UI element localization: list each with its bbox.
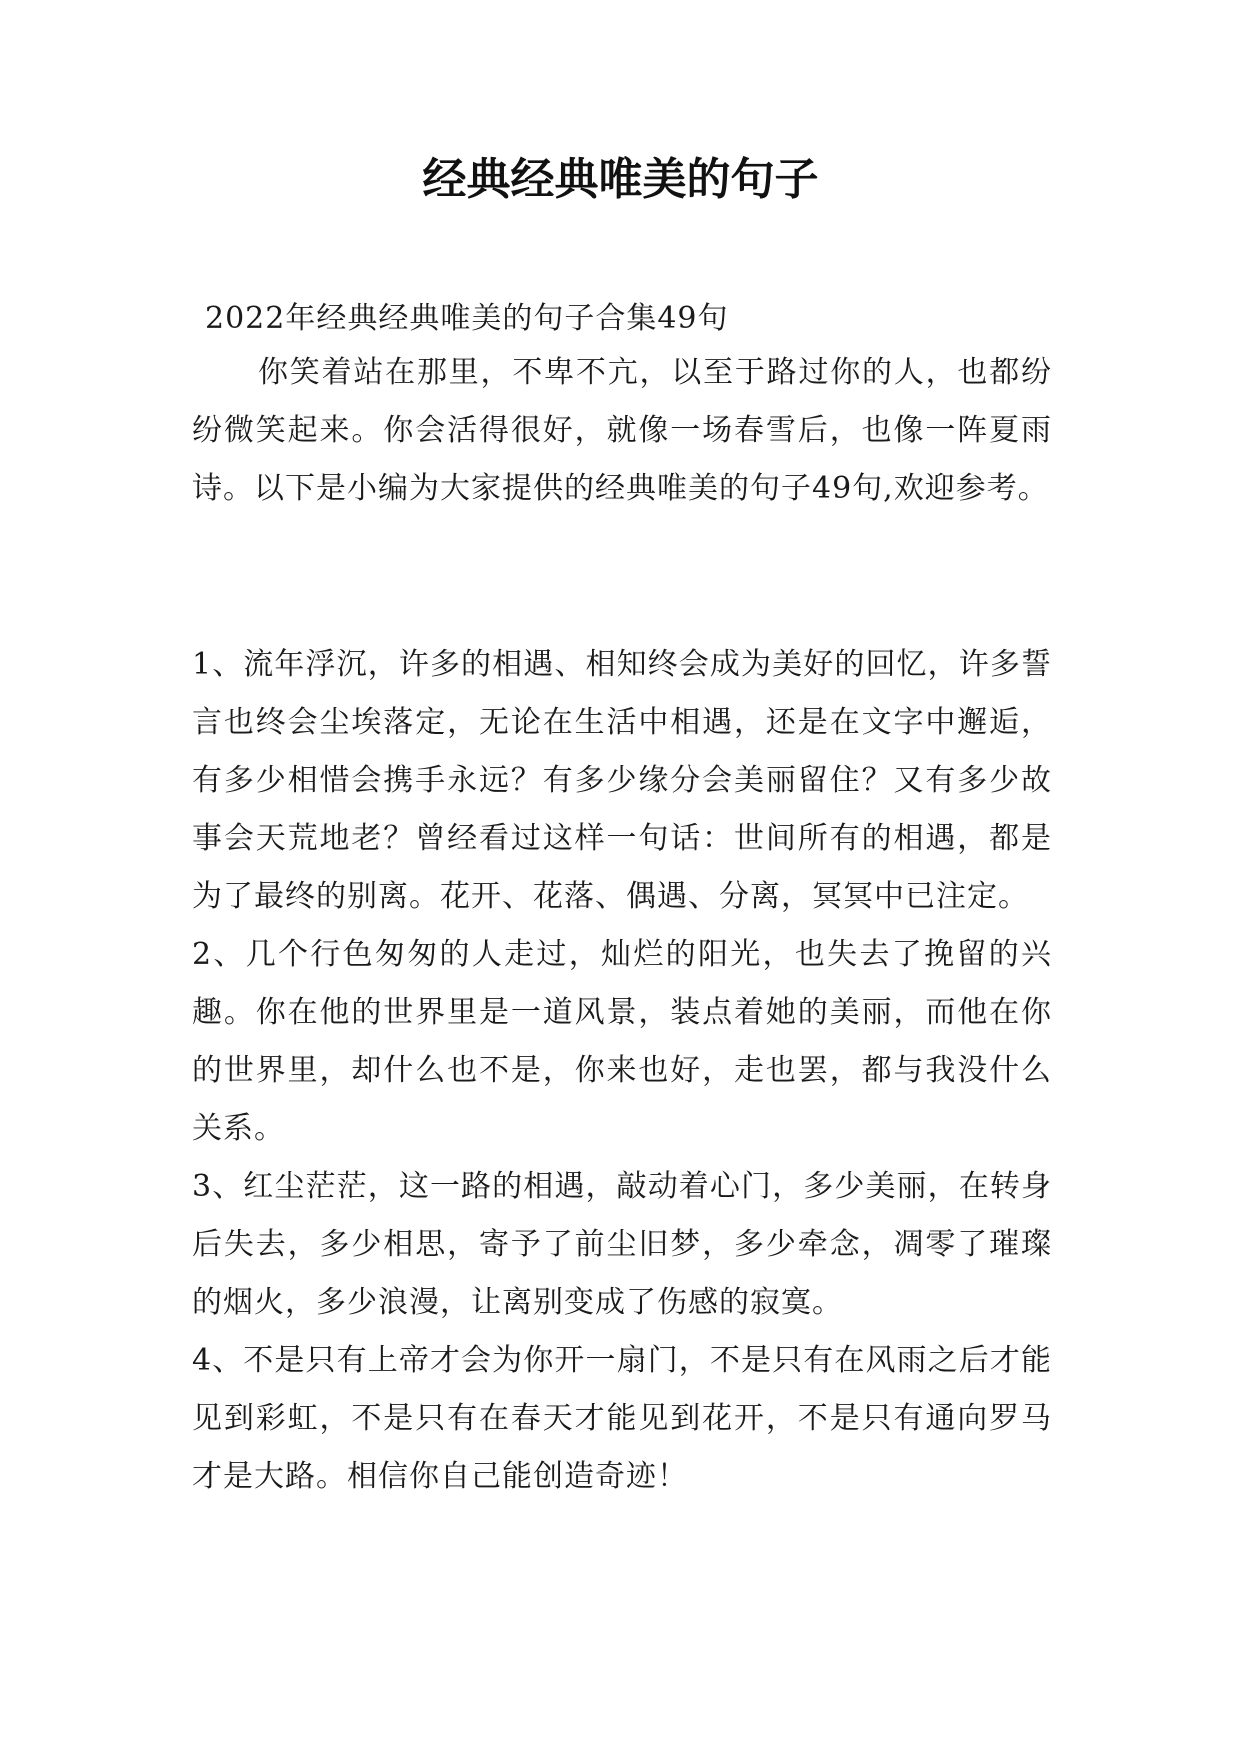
sentence-item-3: 3、红尘茫茫，这一路的相遇，敲动着心门，多少美丽，在转身后失去，多少相思，寄予了前尘旧梦，多少牵念，凋零了璀璨的烟火，多少浪漫，让离别变成了伤感的寂寞。 bbox=[192, 1169, 1052, 1320]
sentence-item-2: 2、几个行色匆匆的人走过，灿烂的阳光，也失去了挽留的兴趣。你在他的世界里是一道风景，装点着她的美丽，而他在你的世界里，却什么也不是，你来也好，走也罢，都与我没什么关系。 bbox=[192, 937, 1052, 1146]
sentence-item-1: 1、流年浮沉，许多的相遇、相知终会成为美好的回忆，许多誓言也终会尘埃落定，无论在生活中相遇，还是在文字中邂逅，有多少相惜会携手永远？有多少缘分会美丽留住？又有多少故事会天荒地老？曾经看过这样一句话：世间所有的相遇，都是为了最终的别离。花开、花落、偶遇、分离，冥冥中已注定。 bbox=[192, 647, 1052, 914]
document-title: 经典经典唯美的句子 bbox=[422, 154, 819, 205]
document-subtitle: 2022年经典经典唯美的句子合集49句 bbox=[205, 301, 729, 336]
intro-paragraph: 你笑着站在那里，不卑不亢，以至于路过你的人，也都纷纷微笑起来。你会活得很好，就像一场春雪后，也像一阵夏雨诗。以下是小编为大家提供的经典唯美的句子49句,欢迎参考。 bbox=[192, 355, 1052, 506]
sentence-list bbox=[192, 636, 1052, 1506]
sentence-item-4: 4、不是只有上帝才会为你开一扇门，不是只有在风雨之后才能见到彩虹，不是只有在春天才能见到花开，不是只有通向罗马才是大路。相信你自己能创造奇迹！ bbox=[192, 1343, 1052, 1494]
